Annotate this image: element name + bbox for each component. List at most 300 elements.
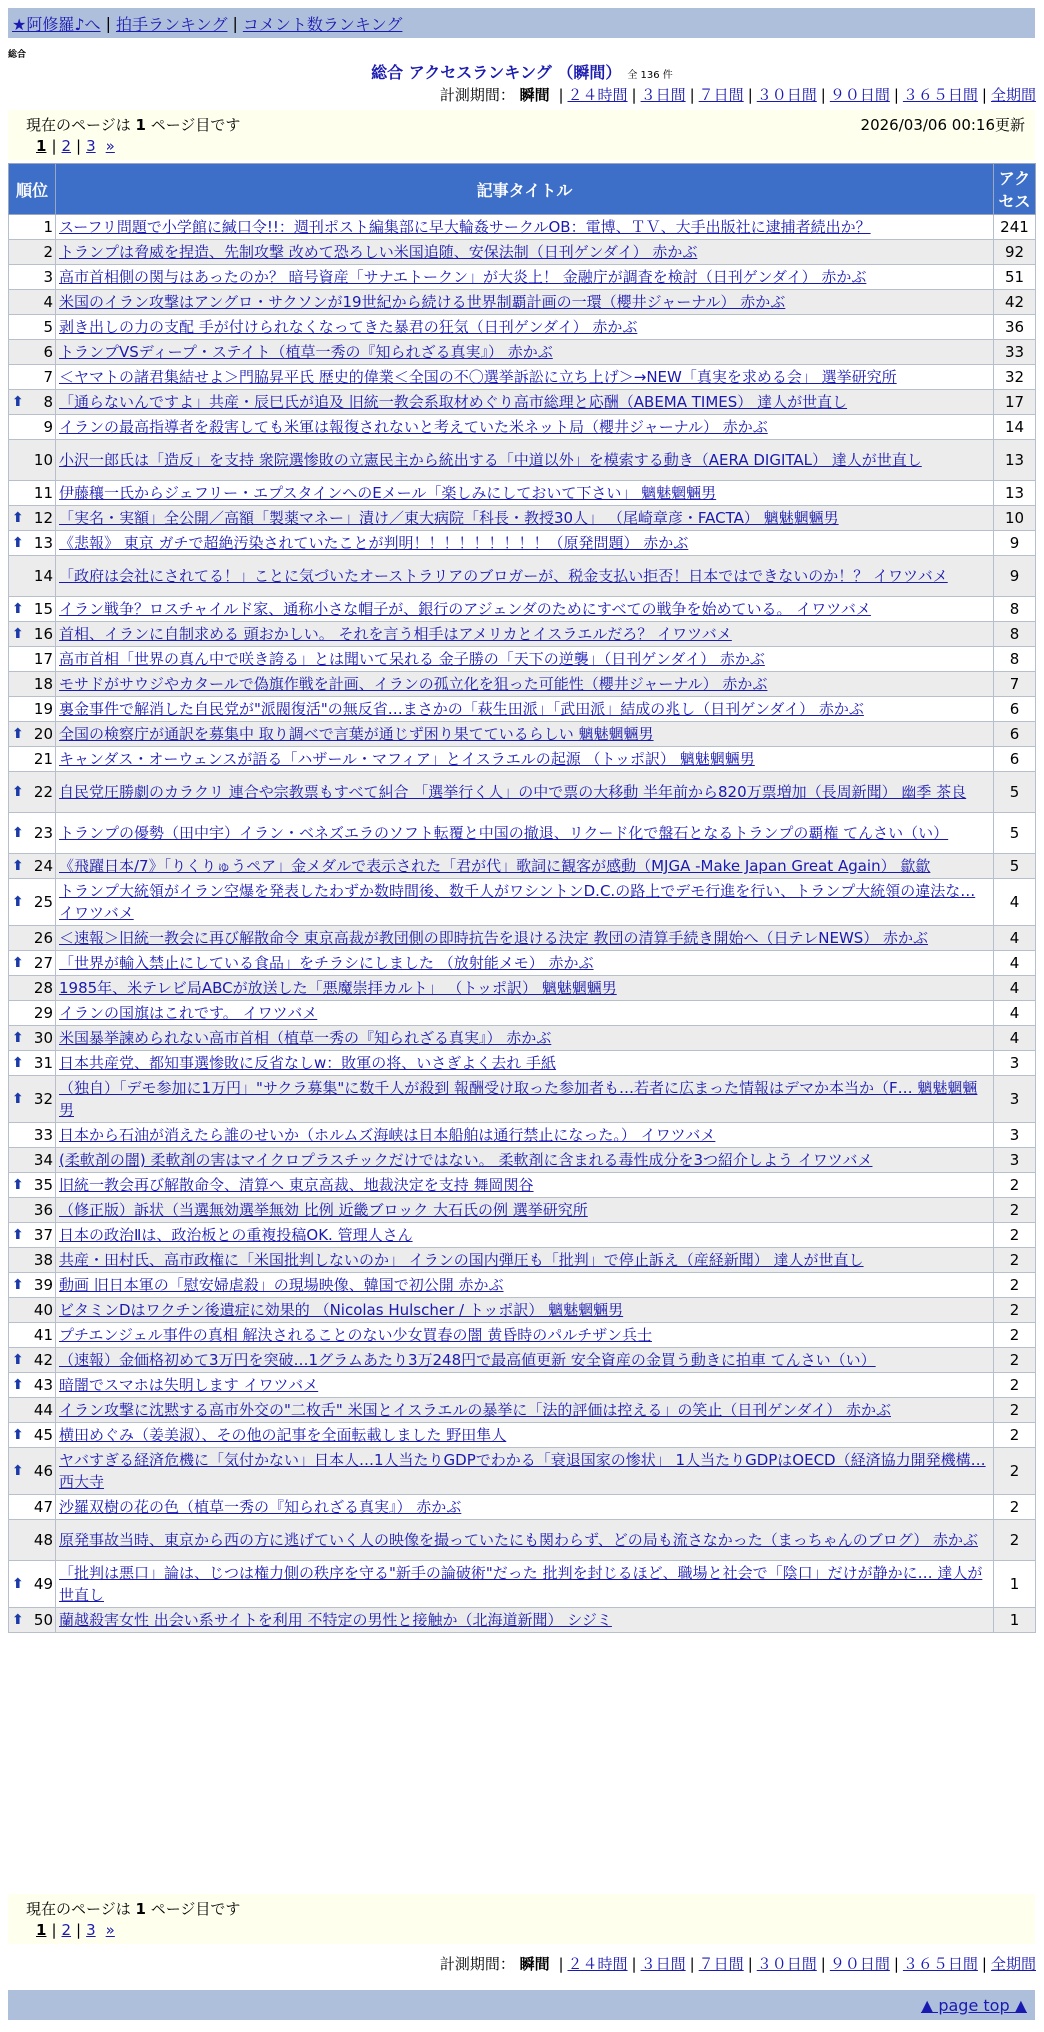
next-page-link[interactable]: » xyxy=(105,1921,115,1939)
rank-number: 1 xyxy=(43,218,53,236)
ranking-title xyxy=(0,60,1044,83)
access-count: 9 xyxy=(994,556,1036,597)
page-link[interactable]: 1 xyxy=(36,1921,47,1939)
rank-cell xyxy=(9,597,56,622)
article-title-link[interactable]: トランプは脅威を捏造、先制攻撃 改めて恐ろしい米国追随、安保法制（日刊ゲンダイ） 赤かぶ xyxy=(59,243,698,261)
article-title-link[interactable]: （速報）金価格初めて3万円を突破…1グラムあたり3万248円で最高値更新 安全資産の金買う動きに拍車 てんさい（い） xyxy=(59,1351,876,1369)
article-title-link[interactable]: トランプVSディープ・ステイト（植草一秀の『知られざる真実』） 赤かぶ xyxy=(59,343,553,361)
article-title-link[interactable]: 「実名・実額」全公開／高額「製薬マネー」漬け／東大病院「科長・教授30人」 （尾崎章彦・FACTA） 魑魅魍魎男 xyxy=(59,509,839,527)
article-title-link[interactable]: 米国暴挙諫められない高市首相（植草一秀の『知られざる真実』） 赤かぶ xyxy=(59,1029,552,1047)
rank-number: 7 xyxy=(43,368,53,386)
title-cell xyxy=(56,265,994,290)
period-link[interactable]: ３日間 xyxy=(640,86,686,104)
article-title-link[interactable]: イランの国旗はこれです。 イワツバメ xyxy=(59,1004,318,1022)
period-separator: | xyxy=(689,1955,695,1973)
rank-up-arrow-icon: ⬆ xyxy=(12,1091,24,1107)
rank-cell xyxy=(9,415,56,440)
access-count: 2 xyxy=(994,1273,1036,1298)
updated-time: 2026/03/06 00:16更新 xyxy=(860,115,1025,134)
current-page-text: 現在のページは 1 ページ目です xyxy=(26,1899,241,1918)
article-title-link[interactable]: 《飛躍日本/7》「りくりゅうペア」金メダルで表示された「君が代」歌詞に観客が感動（MJGA -Make Japan Great Again） 歙歙 xyxy=(59,857,931,875)
period-separator: | xyxy=(893,1955,899,1973)
rank-up-arrow-icon: ⬆ xyxy=(12,726,24,742)
table-row xyxy=(9,1298,1036,1323)
ranking-rows xyxy=(9,215,1036,1633)
table-row xyxy=(9,1223,1036,1248)
title-cell xyxy=(56,340,994,365)
period-link[interactable]: 全期間 xyxy=(990,1955,1036,1973)
rank-number: 4 xyxy=(43,293,53,311)
access-count: 36 xyxy=(994,315,1036,340)
period-separator: | xyxy=(689,86,695,104)
title-cell xyxy=(56,854,994,879)
article-title-link[interactable]: スーフリ問題で小学館に緘口令!!：週刊ポスト編集部に早大輪姦サークルOB：電博、ＴＶ、大手出版社に逮捕者続出か？ xyxy=(59,218,871,236)
table-row xyxy=(9,1495,1036,1520)
rank-cell xyxy=(9,506,56,531)
page-link[interactable]: 1 xyxy=(36,137,47,155)
rank-up-arrow-icon: ⬆ xyxy=(12,1352,24,1368)
access-count: 2 xyxy=(994,1520,1036,1561)
table-row xyxy=(9,1323,1036,1348)
title-cell xyxy=(56,1076,994,1123)
title-cell xyxy=(56,506,994,531)
ranking-title-text: 総合 アクセスランキング （瞬間） xyxy=(371,63,622,82)
article-title-link[interactable]: 日本共産党、都知事選惨敗に反省なしw：敗軍の将、いさぎよく去れ 手紙 xyxy=(59,1054,557,1072)
article-title-link[interactable]: イラン攻撃に沈黙する高市外交の"二枚舌" 米国とイスラエルの暴挙に「法的評価は控える」の笑止（日刊ゲンダイ） 赤かぶ xyxy=(59,1401,891,1419)
rank-cell xyxy=(9,1495,56,1520)
comment-ranking-link[interactable]: コメント数ランキング xyxy=(242,14,403,34)
title-cell xyxy=(56,1373,994,1398)
rank-up-arrow-icon: ⬆ xyxy=(12,1055,24,1071)
footer-bar xyxy=(8,1990,1035,2020)
period-link[interactable]: ３６５日間 xyxy=(902,1955,978,1973)
period-link[interactable]: ７日間 xyxy=(698,86,744,104)
article-title-link[interactable]: 原発事故当時、東京から西の方に逃げていく人の映像を撮っていたにも関わらず、どの局も流さなかった（まっちゃんのブログ） 赤かぶ xyxy=(59,1531,979,1549)
article-title-link[interactable]: 暗闇でスマホは失明します イワツバメ xyxy=(59,1376,319,1394)
title-cell xyxy=(56,1148,994,1173)
page-link[interactable]: 2 xyxy=(61,137,72,155)
rank-cell xyxy=(9,647,56,672)
access-count: 4 xyxy=(994,1026,1036,1051)
table-row xyxy=(9,1273,1036,1298)
access-count: 5 xyxy=(994,813,1036,854)
rank-cell xyxy=(9,1123,56,1148)
rank-up-arrow-icon: ⬆ xyxy=(12,1427,24,1443)
access-count: 2 xyxy=(994,1173,1036,1198)
period-label: 計測期間： xyxy=(439,86,515,104)
title-cell xyxy=(56,951,994,976)
period-link[interactable]: ９０日間 xyxy=(829,86,890,104)
article-title-link[interactable]: 小沢一郎氏は「造反」を支持 衆院選惨敗の立憲民主から統出する「中道以外」を模索する動き（AERA DIGITAL） 達人が世直し xyxy=(59,451,922,469)
access-count: 5 xyxy=(994,772,1036,813)
title-cell xyxy=(56,926,994,951)
title-cell xyxy=(56,647,994,672)
article-title-link[interactable]: プチエンジェル事件の真相 解決されることのない少女買春の闇 黄昏時のパルチザン兵士 xyxy=(59,1326,652,1344)
rank-number: 20 xyxy=(33,725,53,743)
article-title-link[interactable]: 「世界が輸入禁止にしている食品」をチラシにしました （放射能メモ） 赤かぶ xyxy=(59,954,594,972)
table-row xyxy=(9,1348,1036,1373)
rank-number: 50 xyxy=(33,1611,53,1629)
title-cell xyxy=(56,290,994,315)
article-title-link[interactable]: 蘭越殺害女性 出会い系サイトを利用 不特定の男性と接触か（北海道新聞） シジミ xyxy=(59,1611,612,1629)
rank-cell xyxy=(9,697,56,722)
table-row xyxy=(9,340,1036,365)
access-count: 6 xyxy=(994,697,1036,722)
article-title-link[interactable]: 米国のイラン攻撃はアングロ・サクソンが19世紀から続ける世界制覇計画の一環（櫻井ジャーナル） 赤かぶ xyxy=(59,293,786,311)
table-row xyxy=(9,365,1036,390)
table-row xyxy=(9,265,1036,290)
rank-number: 33 xyxy=(33,1126,53,1144)
access-count: 2 xyxy=(994,1223,1036,1248)
rank-number: 25 xyxy=(33,893,53,911)
title-cell xyxy=(56,597,994,622)
table-row xyxy=(9,390,1036,415)
rank-number: 5 xyxy=(43,318,53,336)
article-title-link[interactable]: トランプの優勢（田中宇）イラン・ベネズエラのソフト転覆と中国の撤退、リクード化で盤石となるトランプの覇権 てんさい（い） xyxy=(59,824,949,842)
period-separator: | xyxy=(893,86,899,104)
period-current: 瞬間 xyxy=(519,86,550,104)
title-cell xyxy=(56,672,994,697)
article-title-link[interactable]: キャンダス・オーウェンスが語る「ハザール・マフィア」とイスラエルの起源 （トッポ訳） 魑魅魍魎男 xyxy=(59,750,755,768)
rank-cell xyxy=(9,976,56,1001)
table-row xyxy=(9,1448,1036,1495)
title-cell xyxy=(56,240,994,265)
title-cell xyxy=(56,1448,994,1495)
rank-cell xyxy=(9,215,56,240)
rank-number: 41 xyxy=(33,1326,53,1344)
access-count: 1 xyxy=(994,1608,1036,1633)
period-current: 瞬間 xyxy=(519,1955,550,1973)
top-nav-bar xyxy=(8,8,1035,38)
table-row xyxy=(9,1076,1036,1123)
pager-top xyxy=(8,110,1035,160)
header-rank: 順位 xyxy=(9,164,56,215)
period-separator: | xyxy=(558,86,564,104)
rank-up-arrow-icon: ⬆ xyxy=(12,1463,24,1479)
rank-number: 31 xyxy=(33,1054,53,1072)
table-row xyxy=(9,813,1036,854)
title-cell xyxy=(56,1051,994,1076)
table-row xyxy=(9,531,1036,556)
rank-cell xyxy=(9,813,56,854)
rank-number: 23 xyxy=(33,824,53,842)
period-link[interactable]: ３０日間 xyxy=(756,86,817,104)
applause-ranking-link[interactable]: 拍手ランキング xyxy=(115,14,228,34)
rank-up-arrow-icon: ⬆ xyxy=(12,784,24,800)
rank-number: 45 xyxy=(33,1426,53,1444)
table-row xyxy=(9,1173,1036,1198)
rank-up-arrow-icon: ⬆ xyxy=(12,601,24,617)
table-row xyxy=(9,951,1036,976)
article-title-link[interactable]: 動画 旧日本軍の「慰安婦虐殺」の現場映像、韓国で初公開 赤かぶ xyxy=(59,1276,504,1294)
table-row xyxy=(9,290,1036,315)
header-access: アクセス xyxy=(994,164,1036,215)
article-title-link[interactable]: （独自）「デモ参加に1万円」"サクラ募集"に数千人が殺到 報酬受け取った参加者も…若者に広まった情報はデマか本当か（F… 魑魅魍魎男 xyxy=(59,1079,978,1119)
pager-separator: | xyxy=(51,1921,57,1939)
title-cell xyxy=(56,1495,994,1520)
period-separator: | xyxy=(631,86,637,104)
article-title-link[interactable]: 「政府は会社にされてる！」ことに気づいたオーストラリアのブロガーが、税金支払い拒否！日本ではできないのか！？ イワツバメ xyxy=(59,567,948,585)
current-page-text: 現在のページは 1 ページ目です xyxy=(26,115,241,134)
period-links xyxy=(554,1955,1036,1973)
title-cell xyxy=(56,879,994,926)
rank-number: 29 xyxy=(33,1004,53,1022)
article-title-link[interactable]: 日本から石油が消えたら誰のせいか（ホルムズ海峡は日本船舶は通行禁止になった。） イワツバメ xyxy=(59,1126,716,1144)
rank-number: 44 xyxy=(33,1401,53,1419)
rank-cell xyxy=(9,315,56,340)
table-row xyxy=(9,622,1036,647)
article-title-link[interactable]: 横田めぐみ（姜美淑）、その他の記事を全面転載しました 野田隼人 xyxy=(59,1426,507,1444)
pager-bottom xyxy=(8,1894,1035,1944)
rank-cell xyxy=(9,531,56,556)
article-title-link[interactable]: 1985年、米テレビ局ABCが放送した「悪魔崇拝カルト」 （トッポ訳） 魑魅魍魎男 xyxy=(59,979,617,997)
rank-up-arrow-icon: ⬆ xyxy=(12,1377,24,1393)
rank-number: 3 xyxy=(43,268,53,286)
page-link[interactable]: 3 xyxy=(86,137,96,155)
article-title-link[interactable]: 高市首相「世界の真ん中で咲き誇る」とは聞いて呆れる 金子勝の「天下の逆襲」（日刊ゲンダイ） 赤かぶ xyxy=(59,650,765,668)
article-title-link[interactable]: 伊藤穰一氏からジェフリー・エプスタインへのEメール「楽しみにしておいて下さい」 魑魅魍魎男 xyxy=(59,484,717,502)
rank-up-arrow-icon: ⬆ xyxy=(12,955,24,971)
rank-cell xyxy=(9,240,56,265)
rank-cell xyxy=(9,926,56,951)
rank-cell xyxy=(9,440,56,481)
article-title-link[interactable]: 自民党圧勝劇のカラクリ 連合や宗教票もすべて糾合 「選挙行く人」の中で票の大移動 半年前から820万票増加（長周新聞） 幽季 茶良 xyxy=(59,783,967,801)
rank-number: 12 xyxy=(33,509,53,527)
title-cell xyxy=(56,772,994,813)
title-cell xyxy=(56,1561,994,1608)
table-row xyxy=(9,747,1036,772)
header-title: 記事タイトル xyxy=(56,164,994,215)
article-title-link[interactable]: 旧統一教会再び解散命令、清算へ 東京高裁、地裁決定を支持 舞岡関谷 xyxy=(59,1176,534,1194)
article-title-link[interactable]: 共産・田村氏、高市政権に「米国批判しないのか」 イランの国内弾圧も「批判」で停止訴え（産経新聞） 達人が世直し xyxy=(59,1251,864,1269)
title-cell xyxy=(56,556,994,597)
page-top-link[interactable]: ▲ page top ▲ xyxy=(920,1995,1027,2015)
rank-up-arrow-icon: ⬆ xyxy=(12,1227,24,1243)
rank-number: 48 xyxy=(33,1531,53,1549)
article-title-link[interactable]: トランプ大統領がイラン空爆を発表したわずか数時間後、数千人がワシントンD.C.の路上でデモ行進を行い、トランプ大統領の違法な… イワツバメ xyxy=(59,882,976,922)
period-link[interactable]: ３６５日間 xyxy=(902,86,978,104)
access-count: 4 xyxy=(994,926,1036,951)
period-link[interactable]: ２４時間 xyxy=(567,1955,628,1973)
rank-cell xyxy=(9,1323,56,1348)
article-title-link[interactable]: ヤバすぎる経済危機に「気付かない」日本人…1人当たりGDPでわかる「衰退国家の惨状」 1人当たりGDPはOECD（経済協力開発機構… 西大寺 xyxy=(59,1451,986,1491)
period-selector-top xyxy=(440,84,1036,105)
rank-cell xyxy=(9,1223,56,1248)
period-separator: | xyxy=(631,1955,637,1973)
rank-number: 17 xyxy=(33,650,53,668)
title-cell xyxy=(56,481,994,506)
rank-number: 24 xyxy=(33,857,53,875)
access-count: 13 xyxy=(994,440,1036,481)
home-link[interactable]: ★阿修羅♪へ xyxy=(12,14,101,34)
table-row xyxy=(9,1608,1036,1633)
page-link[interactable]: 3 xyxy=(86,1921,96,1939)
article-title-link[interactable]: 日本の政治Ⅱは、政治板との重複投稿OK. 管理人さん xyxy=(59,1226,413,1244)
access-count: 3 xyxy=(994,1123,1036,1148)
access-count: 4 xyxy=(994,951,1036,976)
table-row xyxy=(9,1148,1036,1173)
rank-number: 36 xyxy=(33,1201,53,1219)
period-link[interactable]: ３日間 xyxy=(640,1955,686,1973)
pager-separator: | xyxy=(76,1921,82,1939)
rank-number: 11 xyxy=(33,484,53,502)
rank-number: 18 xyxy=(33,675,53,693)
table-row xyxy=(9,647,1036,672)
period-link[interactable]: ２４時間 xyxy=(567,86,628,104)
title-cell xyxy=(56,813,994,854)
article-title-link[interactable]: 沙羅双樹の花の色（植草一秀の『知られざる真実』） 赤かぶ xyxy=(59,1498,462,1516)
article-title-link[interactable]: ビタミンDはワクチン後遺症に効果的 （Nicolas Hulscher / トッポ訳） 魑魅魍魎男 xyxy=(59,1301,624,1319)
category-label: 総合 xyxy=(8,50,27,60)
title-cell xyxy=(56,215,994,240)
table-row xyxy=(9,506,1036,531)
rank-cell xyxy=(9,722,56,747)
title-cell xyxy=(56,697,994,722)
title-cell xyxy=(56,1298,994,1323)
rank-cell xyxy=(9,1248,56,1273)
rank-cell xyxy=(9,854,56,879)
title-cell xyxy=(56,1520,994,1561)
rank-number: 38 xyxy=(33,1251,53,1269)
article-title-link[interactable]: 《悲報》 東京 ガチで超絶汚染されていたことが判明！！！！！！！！！（原発問題） 赤かぶ xyxy=(59,534,689,552)
article-title-link[interactable]: （修正版）訴状（当選無効選挙無効 比例 近畿ブロック 大石氏の例 選挙研究所 xyxy=(59,1201,588,1219)
rank-number: 46 xyxy=(33,1462,53,1480)
title-cell xyxy=(56,1398,994,1423)
access-count: 2 xyxy=(994,1348,1036,1373)
rank-cell xyxy=(9,1298,56,1323)
access-count: 8 xyxy=(994,647,1036,672)
rank-number: 43 xyxy=(33,1376,53,1394)
article-title-link[interactable]: ＜ヤマトの諸君集結せよ＞門脇昇平氏 歴史的偉業＜全国の不〇選挙訴訟に立ち上げ＞→NEW「真実を求める会」 選挙研究所 xyxy=(59,368,897,386)
access-count: 42 xyxy=(994,290,1036,315)
access-count: 6 xyxy=(994,747,1036,772)
rank-number: 39 xyxy=(33,1276,53,1294)
table-row xyxy=(9,1561,1036,1608)
rank-cell xyxy=(9,1348,56,1373)
title-cell xyxy=(56,1273,994,1298)
rank-number: 47 xyxy=(33,1498,53,1516)
access-count: 3 xyxy=(994,1051,1036,1076)
table-row xyxy=(9,879,1036,926)
rank-cell xyxy=(9,772,56,813)
title-cell xyxy=(56,315,994,340)
title-cell xyxy=(56,1608,994,1633)
article-title-link[interactable]: 首相、イランに自制求める 頭おかしい。 それを言う相手はアメリカとイスラエルだろ？ イワツバメ xyxy=(59,625,732,643)
table-row xyxy=(9,1001,1036,1026)
article-title-link[interactable]: 全国の検察庁が通訳を募集中 取り調べで言葉が通じず困り果てているらしい 魑魅魍魎男 xyxy=(59,725,654,743)
rank-number: 30 xyxy=(33,1029,53,1047)
article-title-link[interactable]: 「通らないんですよ」共産・辰巳氏が追及 旧統一教会系取材めぐり高市総理と応酬（ABEMA TIMES） 達人が世直し xyxy=(59,393,848,411)
access-count: 1 xyxy=(994,1561,1036,1608)
rank-up-arrow-icon: ⬆ xyxy=(12,1277,24,1293)
table-row xyxy=(9,440,1036,481)
rank-cell xyxy=(9,1608,56,1633)
article-title-link[interactable]: ＜速報＞旧統一教会に再び解散命令 東京高裁が教団側の即時抗告を退ける決定 教団の清算手続き開始へ（日テレNEWS） 赤かぶ xyxy=(59,929,929,947)
article-title-link[interactable]: 「批判は悪口」論は、じつは権力側の秩序を守る"新手の論破術"だった 批判を封じるほど、職場と社会で「陰口」だけが静かに… 達人が世直し xyxy=(59,1564,983,1604)
table-row xyxy=(9,1026,1036,1051)
access-count: 3 xyxy=(994,1148,1036,1173)
nav-separator: | xyxy=(105,13,111,33)
period-link[interactable]: ７日間 xyxy=(698,1955,744,1973)
table-row xyxy=(9,1520,1036,1561)
period-separator: | xyxy=(747,1955,753,1973)
rank-number: 10 xyxy=(33,451,53,469)
period-separator: | xyxy=(820,86,826,104)
rank-number: 19 xyxy=(33,700,53,718)
article-title-link[interactable]: 剥き出しの力の支配 手が付けられなくなってきた暴君の狂気（日刊ゲンダイ） 赤かぶ xyxy=(59,318,638,336)
table-row xyxy=(9,1423,1036,1448)
article-title-link[interactable]: イランの最高指導者を殺害しても米軍は報復されないと考えていた米ネット局（櫻井ジャーナル） 赤かぶ xyxy=(59,418,768,436)
access-count: 4 xyxy=(994,976,1036,1001)
rank-cell xyxy=(9,1520,56,1561)
rank-number: 2 xyxy=(43,243,53,261)
rank-cell xyxy=(9,1026,56,1051)
rank-number: 32 xyxy=(33,1090,53,1108)
article-title-link[interactable]: 裏金事件で解消した自民党が"派閥復活"の無反省…まさかの「萩生田派」「武田派」結成の兆し（日刊ゲンダイ） 赤かぶ xyxy=(59,700,864,718)
rank-cell xyxy=(9,390,56,415)
rank-cell xyxy=(9,1076,56,1123)
title-cell xyxy=(56,1423,994,1448)
access-count: 2 xyxy=(994,1323,1036,1348)
access-count: 8 xyxy=(994,597,1036,622)
rank-cell xyxy=(9,340,56,365)
table-row xyxy=(9,415,1036,440)
access-count: 2 xyxy=(994,1495,1036,1520)
access-count: 4 xyxy=(994,879,1036,926)
article-title-link[interactable]: モサドがサウジやカタールで偽旗作戦を計画、イランの孤立化を狙った可能性（櫻井ジャーナル） 赤かぶ xyxy=(59,675,768,693)
table-row xyxy=(9,772,1036,813)
period-selector-bottom xyxy=(440,1953,1036,1974)
table-row xyxy=(9,926,1036,951)
access-count: 3 xyxy=(994,1076,1036,1123)
title-cell xyxy=(56,976,994,1001)
period-separator: | xyxy=(558,1955,564,1973)
rank-cell xyxy=(9,481,56,506)
period-separator: | xyxy=(981,86,987,104)
rank-cell xyxy=(9,1273,56,1298)
table-row xyxy=(9,1398,1036,1423)
title-cell xyxy=(56,365,994,390)
nav-separator: | xyxy=(232,13,238,33)
article-title-link[interactable]: イラン戦争？ロスチャイルド家、通称小さな帽子が、銀行のアジェンダのためにすべての戦争を始めている。 イワツバメ xyxy=(59,600,871,618)
rank-number: 49 xyxy=(33,1575,53,1593)
rank-cell xyxy=(9,1398,56,1423)
rank-number: 9 xyxy=(43,418,53,436)
period-link[interactable]: ９０日間 xyxy=(829,1955,890,1973)
rank-cell xyxy=(9,556,56,597)
next-page-link[interactable]: » xyxy=(105,137,115,155)
period-link[interactable]: 全期間 xyxy=(990,86,1036,104)
access-count: 2 xyxy=(994,1198,1036,1223)
article-title-link[interactable]: (柔軟剤の闇) 柔軟剤の害はマイクロプラスチックだけではない。 柔軟剤に含まれる毒性成分を3つ紹介しよう イワツバメ xyxy=(59,1151,873,1169)
rank-number: 40 xyxy=(33,1301,53,1319)
rank-cell xyxy=(9,747,56,772)
rank-up-arrow-icon: ⬆ xyxy=(12,1177,24,1193)
access-count: 9 xyxy=(994,531,1036,556)
page-link[interactable]: 2 xyxy=(61,1921,72,1939)
rank-up-arrow-icon: ⬆ xyxy=(12,510,24,526)
rank-cell xyxy=(9,1423,56,1448)
rank-up-arrow-icon: ⬆ xyxy=(12,1576,24,1592)
rank-cell xyxy=(9,951,56,976)
rank-number: 6 xyxy=(43,343,53,361)
rank-cell xyxy=(9,672,56,697)
period-link[interactable]: ３０日間 xyxy=(756,1955,817,1973)
rank-up-arrow-icon: ⬆ xyxy=(12,535,24,551)
rank-cell xyxy=(9,1561,56,1608)
access-count: 32 xyxy=(994,365,1036,390)
article-title-link[interactable]: 高市首相側の関与はあったのか？ 暗号資産「サナエトークン」が大炎上！ 金融庁が調査を検討（日刊ゲンダイ） 赤かぶ xyxy=(59,268,867,286)
